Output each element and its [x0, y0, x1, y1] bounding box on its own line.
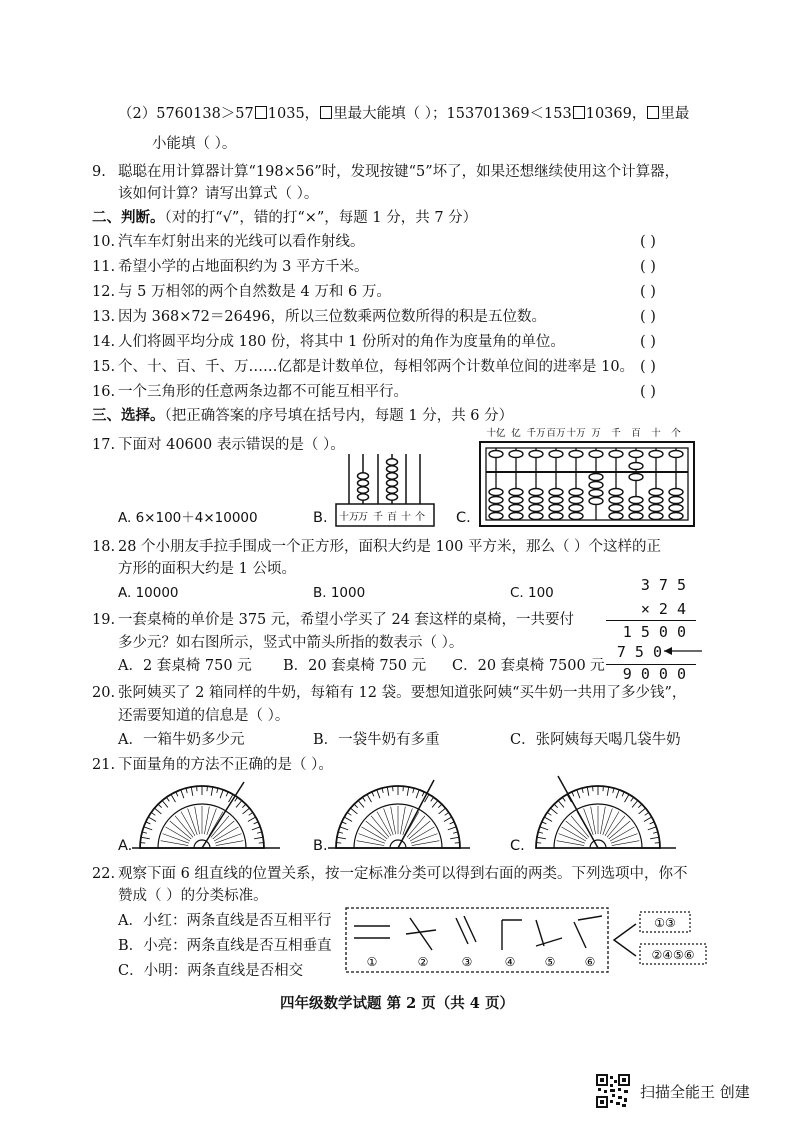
q18-option-a[interactable]: A. 10000 [118, 585, 179, 601]
q11-number: 11. [92, 259, 116, 275]
calc-multiplier: × 2 4 [640, 600, 686, 618]
protractor-tick [648, 827, 656, 830]
q19-line1: 一套桌椅的单价是 375 元，希望小学买了 24 套这样的桌椅，一共要付 [118, 612, 575, 628]
rod-label: 千 [611, 428, 621, 439]
protractor-tick [181, 790, 184, 798]
protractor-tick [413, 788, 414, 793]
calc-multiplicand: 3 7 5 [640, 576, 686, 594]
q19-option-a[interactable]: A．2 套桌椅 750 元 [118, 658, 252, 674]
protractor-tick [236, 801, 242, 808]
q13-answer-paren[interactable]: ( ) [640, 309, 656, 325]
q16-number: 16. [92, 384, 116, 400]
protractor-tick [162, 801, 168, 808]
protractor-tick [257, 832, 262, 833]
protractor-tick [387, 787, 389, 796]
protractor-tick [254, 837, 263, 839]
protractor-tick [422, 792, 424, 797]
pair-label: ② [417, 955, 429, 969]
protractor-tick [445, 812, 449, 815]
q9-line1: 聪聪在用计算器计算“198×56”时，发现按键“5”坏了，如果还想继续使用这个计算器， [118, 164, 680, 180]
protractor-tick [351, 808, 358, 814]
protractor-tick [155, 808, 162, 814]
q8-line1: （2）5760138＞57 1035， 里最大能填（ ）；153701369＜153 10369， 里最 [118, 106, 690, 122]
protractor-tick [625, 794, 630, 802]
protractor-tick [416, 790, 419, 798]
blank-box-2 [320, 106, 332, 119]
q19-option-c[interactable]: C．20 套桌椅 7500 元 [452, 658, 605, 674]
q13-text: 因为 368×72＝26496，所以三位数乘两位数所得的积是五位数。 [118, 309, 547, 325]
protractor-tick [220, 790, 223, 798]
counting-frame-b [334, 448, 438, 530]
protractor-tick [544, 817, 552, 822]
rod-label: 千 [373, 512, 383, 523]
blank-box-3 [573, 106, 585, 119]
protractor-tick [639, 808, 646, 814]
q20-line2: 还需要知道的信息是（ ）。 [118, 708, 290, 724]
protractor-tick [551, 808, 558, 814]
abacus-c [476, 422, 702, 530]
protractor-tick [372, 792, 374, 797]
q15-text: 个、十、百、千、万……亿都是计数单位，每相邻两个计数单位间的进率是 10。 [118, 359, 635, 375]
protractor-tick [354, 804, 358, 808]
q17-option-c[interactable]: C. [456, 510, 471, 526]
pair-label: ④ [504, 955, 516, 969]
protractor-tick [347, 812, 351, 815]
q13-number: 13. [92, 309, 116, 325]
q22-number: 22. [92, 866, 116, 882]
protractor-tick [358, 801, 364, 808]
pair-label: ⑥ [584, 955, 596, 969]
q17-option-b[interactable]: B. [313, 510, 328, 526]
protractor-tick [542, 822, 547, 824]
protractor-tick [439, 808, 446, 814]
protractor-tick [407, 787, 409, 796]
rod-label: 十万 [339, 512, 359, 523]
protractor-tick [217, 788, 218, 793]
pair-label: ③ [461, 955, 473, 969]
page-footer: 四年级数学试题 第 2 页（共 4 页） [280, 995, 514, 1012]
protractor-tick [537, 837, 546, 839]
q22-option-b[interactable]: B．小亮：两条直线是否互相垂直 [118, 938, 332, 954]
protractor-tick [158, 804, 162, 808]
qr-code-icon [596, 1074, 630, 1108]
q15-number: 15. [92, 359, 116, 375]
protractor-tick [367, 794, 372, 802]
protractor-tick [186, 788, 187, 793]
protractor-tick [438, 804, 442, 808]
q9-line2: 该如何计算？请写出算式（ ）。 [118, 186, 319, 202]
q12-number: 12. [92, 284, 116, 300]
rod-label: 个 [671, 428, 681, 439]
protractor-tick [337, 837, 346, 839]
q14-text: 人们将圆平均分成 180 份，将其中 1 份所对的角作为度量角的单位。 [118, 334, 565, 350]
q11-text: 希望小学的占地面积约为 3 平方千米。 [118, 259, 369, 275]
q11-answer-paren[interactable]: ( ) [640, 259, 656, 275]
protractor-tick [254, 822, 259, 824]
protractor-tick [453, 832, 458, 833]
pair-label: ① [366, 955, 378, 969]
rod-label: 十 [651, 428, 661, 439]
protractor-tick [631, 797, 634, 801]
protractor-tick [342, 822, 347, 824]
q21-text: 下面量角的方法不正确的是（ ）。 [118, 757, 333, 773]
q17-number: 17. [92, 437, 116, 453]
rod-label: 个 [415, 512, 425, 523]
pair-label: ⑤ [544, 955, 556, 969]
protractor-tick [243, 808, 250, 814]
protractor-tick [450, 822, 455, 824]
vertical-multiplication [600, 576, 700, 682]
q22-option-c[interactable]: C．小明：两条直线是否相交 [118, 963, 304, 979]
arrow-left-icon [660, 644, 704, 658]
protractor-tick [191, 787, 193, 796]
protractor-tick [144, 827, 152, 830]
q22-line2: 赞成（ ）的分类标准。 [118, 888, 268, 904]
q12-text: 与 5 万相邻的两个自然数是 4 万和 6 万。 [118, 284, 391, 300]
q18-line2: 方形的面积大约是 1 公顷。 [118, 561, 296, 577]
protractor-tick [554, 804, 558, 808]
rod-label: 百 [387, 512, 397, 523]
protractor-tick [444, 817, 452, 822]
q15-answer-paren[interactable]: ( ) [640, 359, 656, 375]
protractor-tick [622, 792, 624, 797]
rod-label: 千万 [526, 428, 546, 439]
protractor-tick [638, 804, 642, 808]
protractor-tick [226, 792, 228, 797]
q10-number: 10. [92, 234, 116, 250]
q22-option-a[interactable]: A．小红：两条直线是否互相平行 [118, 913, 332, 929]
calc-rule-1 [606, 620, 696, 621]
protractor-tick [577, 790, 580, 798]
protractor-a [132, 778, 282, 854]
protractor-tick [340, 827, 348, 830]
rod-label: 百万 [546, 428, 566, 439]
calc-partial-2: 7 5 0 [616, 643, 662, 661]
q14-number: 14. [92, 334, 116, 350]
protractor-tick [616, 790, 619, 798]
q16-answer-paren[interactable]: ( ) [640, 384, 656, 400]
q18-option-c[interactable]: C. 100 [510, 585, 554, 601]
q20-number: 20. [92, 685, 116, 701]
protractor-tick [558, 801, 564, 808]
protractor-tick [242, 804, 246, 808]
protractor-tick [613, 788, 614, 793]
q19-number: 19. [92, 612, 116, 628]
q16-text: 一个三角形的任意两条边都不可能互相平行。 [118, 384, 408, 400]
protractor-tick [607, 787, 609, 796]
q17-text: 下面对 40600 表示错误的是（ ）。 [118, 437, 345, 453]
protractor-tick [538, 832, 543, 833]
protractor-b [322, 778, 472, 854]
protractor-tick [644, 817, 652, 822]
q10-answer-paren[interactable]: ( ) [640, 234, 656, 250]
protractor-tick [166, 797, 169, 801]
blank-box-1 [255, 106, 267, 119]
rod-label: 十亿 [486, 428, 506, 439]
protractor-tick [582, 788, 583, 793]
q19-line2: 多少元？如右图所示，竖式中箭头所指的数表示（ ）。 [118, 635, 464, 651]
calc-product: 9 0 0 0 [622, 665, 686, 683]
rod-label: 万 [358, 512, 368, 523]
protractor-tick [176, 792, 178, 797]
protractor-tick [632, 801, 638, 808]
q12-answer-paren[interactable]: ( ) [640, 284, 656, 300]
protractor-tick [650, 822, 655, 824]
q22-line1: 观察下面 6 组直线的位置关系，按一定标准分类可以得到右面的两类。下列选项中，你不 [118, 866, 688, 882]
class-2-label: ②④⑤⑥ [651, 948, 695, 962]
rod-label: 百 [631, 428, 641, 439]
protractor-tick [148, 817, 156, 822]
q18-option-b[interactable]: B. 1000 [313, 585, 366, 601]
protractor-tick [141, 837, 150, 839]
protractor-tick [235, 797, 238, 801]
calc-partial-1: 1 5 0 0 [622, 623, 686, 641]
protractor-tick [249, 812, 253, 815]
protractor-tick [211, 787, 213, 796]
q18-number: 18. [92, 539, 116, 555]
protractor-tick [645, 812, 649, 815]
protractor-c [520, 772, 680, 854]
protractor-tick [562, 797, 565, 801]
class-1-label: ①③ [654, 916, 676, 930]
protractor-tick [142, 832, 147, 833]
protractor-tick [431, 797, 434, 801]
q21-option-c[interactable]: C. [510, 838, 525, 854]
protractor-tick [572, 792, 574, 797]
q10-text: 汽车车灯射出来的光线可以看作射线。 [118, 234, 365, 250]
q17-option-a[interactable]: A. 6×100＋4×10000 [118, 510, 258, 526]
q21-number: 21. [92, 757, 116, 773]
q21-option-a[interactable]: A. [118, 838, 133, 854]
watermark-text: 扫描全能王 创建 [640, 1083, 750, 1101]
section2-heading: 二、判断。（对的打“√”，错的打“×”，每题 1 分，共 7 分） [92, 209, 478, 226]
q9-number: 9. [92, 164, 106, 180]
q20-option-a[interactable]: A．一箱牛奶多少元 [118, 732, 245, 748]
protractor-tick [450, 837, 459, 839]
rod-label: 十万 [566, 428, 586, 439]
q20-line1: 张阿姨买了 2 箱同样的牛奶，每箱有 12 袋。要想知道张阿姨“买牛奶一共用了多少钱”， [118, 685, 687, 701]
protractor-tick [653, 832, 658, 833]
line-pairs-figure [340, 904, 710, 976]
q21-option-b[interactable]: B. [313, 838, 328, 854]
protractor-tick [587, 787, 589, 796]
protractor-tick [252, 827, 260, 830]
protractor-tick [338, 832, 343, 833]
protractor-tick [547, 812, 551, 815]
protractor-tick [448, 827, 456, 830]
q18-line1: 28 个小朋友手拉手围成一个正方形，面积大约是 100 平方米，那么（ ）个这样的正 [118, 539, 662, 555]
rod-label: 十 [401, 512, 411, 523]
protractor-tick [248, 817, 256, 822]
q8-line2: 小能填（ ）。 [152, 136, 237, 152]
protractor-tick [344, 817, 352, 822]
blank-box-4 [647, 106, 659, 119]
protractor-tick [650, 837, 659, 839]
protractor-tick [151, 812, 155, 815]
protractor-tick [171, 794, 176, 802]
section3-heading: 三、选择。（把正确答案的序号填在括号内，每题 1 分，共 6 分） [92, 407, 514, 424]
q20-option-c[interactable]: C．张阿姨每天喝几袋牛奶 [510, 732, 681, 748]
protractor-tick [146, 822, 151, 824]
protractor-tick [540, 827, 548, 830]
rod-label: 万 [591, 428, 601, 439]
protractor-tick [382, 788, 383, 793]
rod-label: 亿 [511, 428, 521, 439]
q19-option-b[interactable]: B．20 套桌椅 750 元 [283, 658, 427, 674]
q20-option-b[interactable]: B．一袋牛奶有多重 [313, 732, 440, 748]
protractor-tick [362, 797, 365, 801]
protractor-tick [377, 790, 380, 798]
q14-answer-paren[interactable]: ( ) [640, 334, 656, 350]
protractor-tick [432, 801, 438, 808]
